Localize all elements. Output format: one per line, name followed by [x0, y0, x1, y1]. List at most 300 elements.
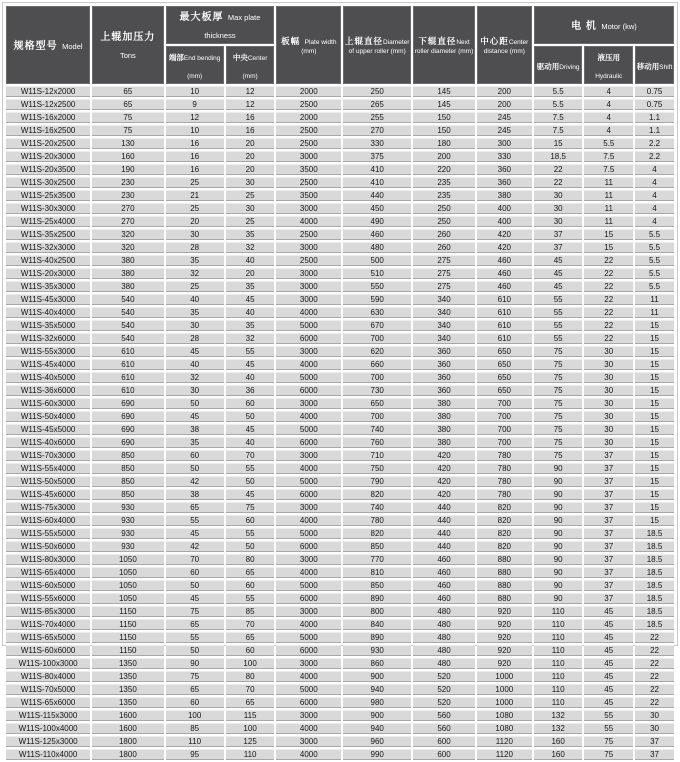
cell-motor_shift_kw: 4	[635, 177, 674, 188]
cell-lower_roller_dia_mm: 260	[413, 229, 475, 240]
header-motor-driving-en: Driving	[559, 64, 580, 71]
cell-plate_width_mm: 4000	[276, 723, 341, 734]
cell-lower_roller_dia_mm: 360	[413, 346, 475, 357]
cell-center_distance_mm: 700	[477, 424, 532, 435]
cell-motor_driving_kw: 90	[534, 580, 583, 591]
cell-pressure_tons: 540	[92, 333, 163, 344]
cell-plate_width_mm: 6000	[276, 541, 341, 552]
cell-pressure_tons: 320	[92, 242, 163, 253]
cell-center_distance_mm: 700	[477, 398, 532, 409]
table-row	[6, 359, 674, 370]
cell-motor_shift_kw: 15	[635, 411, 674, 422]
cell-motor_shift_kw: 37	[635, 736, 674, 747]
cell-plate_width_mm: 4000	[276, 359, 341, 370]
cell-upper_roller_dia_mm: 740	[343, 502, 411, 513]
cell-lower_roller_dia_mm: 340	[413, 333, 475, 344]
cell-pressure_tons: 1350	[92, 697, 163, 708]
cell-model: W11S-75x3000	[6, 502, 90, 513]
cell-pressure_tons: 1800	[92, 749, 163, 760]
cell-motor_hydraulic_kw: 22	[584, 333, 633, 344]
cell-motor_shift_kw: 18.5	[635, 593, 674, 604]
cell-motor_hydraulic_kw: 22	[584, 294, 633, 305]
cell-plate_width_mm: 6000	[276, 593, 341, 604]
cell-motor_hydraulic_kw: 15	[584, 242, 633, 253]
cell-center_mm: 100	[226, 658, 275, 669]
cell-lower_roller_dia_mm: 360	[413, 385, 475, 396]
cell-plate_width_mm: 2500	[276, 99, 341, 110]
cell-plate_width_mm: 3500	[276, 190, 341, 201]
cell-lower_roller_dia_mm: 360	[413, 359, 475, 370]
cell-pressure_tons: 75	[92, 112, 163, 123]
cell-motor_driving_kw: 75	[534, 398, 583, 409]
cell-upper_roller_dia_mm: 900	[343, 671, 411, 682]
cell-center_distance_mm: 880	[477, 593, 532, 604]
table-row	[6, 255, 674, 266]
header-motor-shift-en: Shift	[659, 64, 673, 71]
cell-lower_roller_dia_mm: 260	[413, 242, 475, 253]
cell-motor_shift_kw: 4	[635, 190, 674, 201]
header-plate-width-zh: 板幅	[281, 35, 301, 46]
cell-center_mm: 20	[226, 138, 275, 149]
cell-motor_driving_kw: 110	[534, 684, 583, 695]
cell-motor_driving_kw: 75	[534, 359, 583, 370]
cell-upper_roller_dia_mm: 990	[343, 749, 411, 760]
cell-upper_roller_dia_mm: 850	[343, 541, 411, 552]
cell-motor_hydraulic_kw: 7.5	[584, 151, 633, 162]
table-row	[6, 710, 674, 721]
cell-motor_shift_kw: 22	[635, 645, 674, 656]
cell-motor_hydraulic_kw: 37	[584, 450, 633, 461]
cell-plate_width_mm: 3000	[276, 658, 341, 669]
cell-plate_width_mm: 6000	[276, 645, 341, 656]
cell-model: W11S-32x3000	[6, 242, 90, 253]
cell-center_mm: 115	[226, 710, 275, 721]
cell-model: W11S-60x6000	[6, 645, 90, 656]
cell-motor_driving_kw: 45	[534, 281, 583, 292]
cell-center_distance_mm: 460	[477, 255, 532, 266]
cell-motor_shift_kw: 30	[635, 723, 674, 734]
header-plate-width-en: Plate width	[304, 38, 337, 46]
cell-model: W11S-25x4000	[6, 216, 90, 227]
cell-motor_hydraulic_kw: 45	[584, 619, 633, 630]
header-motor-zh: 电 机	[571, 21, 597, 32]
cell-motor_shift_kw: 15	[635, 502, 674, 513]
cell-lower_roller_dia_mm: 275	[413, 281, 475, 292]
cell-lower_roller_dia_mm: 420	[413, 450, 475, 461]
cell-upper_roller_dia_mm: 510	[343, 268, 411, 279]
header-motor	[534, 6, 674, 44]
cell-pressure_tons: 65	[92, 86, 163, 97]
cell-upper_roller_dia_mm: 890	[343, 632, 411, 643]
table-row	[6, 411, 674, 422]
cell-end_bending_mm: 21	[166, 190, 224, 201]
cell-model: W11S-36x6000	[6, 385, 90, 396]
cell-motor_shift_kw: 15	[635, 476, 674, 487]
cell-pressure_tons: 1350	[92, 684, 163, 695]
cell-lower_roller_dia_mm: 420	[413, 476, 475, 487]
cell-motor_hydraulic_kw: 45	[584, 606, 633, 617]
cell-upper_roller_dia_mm: 940	[343, 684, 411, 695]
cell-plate_width_mm: 4000	[276, 515, 341, 526]
cell-model: W11S-30x2500	[6, 177, 90, 188]
cell-plate_width_mm: 5000	[276, 528, 341, 539]
table-row	[6, 229, 674, 240]
cell-model: W11S-125x3000	[6, 736, 90, 747]
cell-motor_hydraulic_kw: 30	[584, 385, 633, 396]
cell-motor_driving_kw: 30	[534, 190, 583, 201]
cell-pressure_tons: 65	[92, 99, 163, 110]
cell-end_bending_mm: 32	[166, 268, 224, 279]
cell-motor_shift_kw: 22	[635, 697, 674, 708]
cell-motor_hydraulic_kw: 55	[584, 710, 633, 721]
cell-end_bending_mm: 25	[166, 281, 224, 292]
spec-table	[4, 4, 676, 762]
cell-motor_driving_kw: 22	[534, 164, 583, 175]
cell-pressure_tons: 930	[92, 541, 163, 552]
cell-pressure_tons: 320	[92, 229, 163, 240]
cell-motor_hydraulic_kw: 4	[584, 86, 633, 97]
cell-center_mm: 80	[226, 554, 275, 565]
table-row	[6, 749, 674, 760]
header-upper-roller	[343, 6, 411, 84]
cell-motor_hydraulic_kw: 22	[584, 281, 633, 292]
cell-motor_shift_kw: 15	[635, 398, 674, 409]
cell-motor_shift_kw: 37	[635, 749, 674, 760]
cell-motor_driving_kw: 55	[534, 307, 583, 318]
cell-motor_hydraulic_kw: 37	[584, 476, 633, 487]
cell-motor_shift_kw: 1.1	[635, 112, 674, 123]
cell-upper_roller_dia_mm: 960	[343, 736, 411, 747]
cell-model: W11S-70x4000	[6, 619, 90, 630]
header-motor-shift-zh: 移动用	[636, 62, 660, 71]
cell-center_distance_mm: 610	[477, 294, 532, 305]
cell-motor_shift_kw: 15	[635, 346, 674, 357]
cell-center_mm: 36	[226, 385, 275, 396]
cell-center_mm: 75	[226, 502, 275, 513]
cell-motor_shift_kw: 22	[635, 632, 674, 643]
cell-center_distance_mm: 820	[477, 502, 532, 513]
cell-plate_width_mm: 4000	[276, 619, 341, 630]
cell-motor_driving_kw: 160	[534, 749, 583, 760]
cell-center_mm: 45	[226, 424, 275, 435]
cell-motor_shift_kw: 4	[635, 216, 674, 227]
cell-motor_shift_kw: 15	[635, 372, 674, 383]
cell-center_mm: 70	[226, 619, 275, 630]
cell-lower_roller_dia_mm: 145	[413, 99, 475, 110]
table-row	[6, 385, 674, 396]
cell-pressure_tons: 1150	[92, 645, 163, 656]
cell-upper_roller_dia_mm: 940	[343, 723, 411, 734]
cell-pressure_tons: 690	[92, 411, 163, 422]
table-row	[6, 619, 674, 630]
cell-lower_roller_dia_mm: 150	[413, 112, 475, 123]
cell-motor_shift_kw: 5.5	[635, 268, 674, 279]
cell-pressure_tons: 380	[92, 268, 163, 279]
cell-plate_width_mm: 3500	[276, 164, 341, 175]
cell-motor_driving_kw: 110	[534, 645, 583, 656]
cell-center_distance_mm: 1000	[477, 684, 532, 695]
cell-lower_roller_dia_mm: 480	[413, 645, 475, 656]
cell-lower_roller_dia_mm: 460	[413, 554, 475, 565]
cell-center_mm: 55	[226, 593, 275, 604]
cell-center_distance_mm: 700	[477, 437, 532, 448]
cell-motor_driving_kw: 110	[534, 658, 583, 669]
cell-center_distance_mm: 650	[477, 372, 532, 383]
cell-pressure_tons: 610	[92, 359, 163, 370]
cell-lower_roller_dia_mm: 460	[413, 567, 475, 578]
cell-motor_driving_kw: 90	[534, 554, 583, 565]
cell-upper_roller_dia_mm: 270	[343, 125, 411, 136]
table-row	[6, 307, 674, 318]
cell-motor_shift_kw: 4	[635, 164, 674, 175]
cell-upper_roller_dia_mm: 860	[343, 658, 411, 669]
cell-motor_driving_kw: 160	[534, 736, 583, 747]
cell-upper_roller_dia_mm: 770	[343, 554, 411, 565]
header-model-en: Model	[62, 42, 83, 51]
cell-motor_driving_kw: 22	[534, 177, 583, 188]
cell-motor_shift_kw: 18.5	[635, 567, 674, 578]
cell-motor_driving_kw: 110	[534, 632, 583, 643]
cell-lower_roller_dia_mm: 145	[413, 86, 475, 97]
cell-pressure_tons: 540	[92, 307, 163, 318]
table-row	[6, 658, 674, 669]
cell-model: W11S-30x3000	[6, 203, 90, 214]
cell-motor_driving_kw: 75	[534, 411, 583, 422]
cell-model: W11S-55x5000	[6, 528, 90, 539]
cell-plate_width_mm: 4000	[276, 307, 341, 318]
cell-upper_roller_dia_mm: 670	[343, 320, 411, 331]
cell-upper_roller_dia_mm: 440	[343, 190, 411, 201]
cell-pressure_tons: 1350	[92, 671, 163, 682]
cell-plate_width_mm: 3000	[276, 294, 341, 305]
cell-plate_width_mm: 2500	[276, 177, 341, 188]
cell-motor_driving_kw: 110	[534, 697, 583, 708]
cell-center_mm: 40	[226, 255, 275, 266]
table-row	[6, 463, 674, 474]
cell-pressure_tons: 160	[92, 151, 163, 162]
cell-plate_width_mm: 5000	[276, 684, 341, 695]
table-row	[6, 593, 674, 604]
header-center-thickness-en: Center (mm)	[242, 55, 268, 80]
cell-motor_driving_kw: 132	[534, 710, 583, 721]
cell-center_mm: 30	[226, 203, 275, 214]
header-lower-roller-en2: roller diameter (mm)	[414, 47, 474, 55]
cell-end_bending_mm: 35	[166, 437, 224, 448]
cell-plate_width_mm: 3000	[276, 450, 341, 461]
cell-center_mm: 40	[226, 307, 275, 318]
cell-motor_driving_kw: 90	[534, 593, 583, 604]
cell-motor_driving_kw: 37	[534, 229, 583, 240]
cell-center_mm: 12	[226, 99, 275, 110]
cell-upper_roller_dia_mm: 740	[343, 424, 411, 435]
cell-plate_width_mm: 3000	[276, 606, 341, 617]
cell-center_mm: 60	[226, 580, 275, 591]
cell-center_mm: 32	[226, 333, 275, 344]
cell-model: W11S-55x6000	[6, 593, 90, 604]
cell-lower_roller_dia_mm: 380	[413, 411, 475, 422]
spec-table-header	[6, 6, 674, 84]
cell-center_distance_mm: 920	[477, 619, 532, 630]
cell-plate_width_mm: 4000	[276, 216, 341, 227]
cell-lower_roller_dia_mm: 440	[413, 541, 475, 552]
cell-motor_driving_kw: 90	[534, 528, 583, 539]
cell-upper_roller_dia_mm: 820	[343, 489, 411, 500]
cell-model: W11S-35x5000	[6, 320, 90, 331]
cell-motor_driving_kw: 55	[534, 320, 583, 331]
cell-center_mm: 40	[226, 437, 275, 448]
cell-pressure_tons: 230	[92, 177, 163, 188]
cell-center_distance_mm: 700	[477, 411, 532, 422]
cell-motor_driving_kw: 90	[534, 567, 583, 578]
cell-motor_hydraulic_kw: 15	[584, 229, 633, 240]
cell-pressure_tons: 610	[92, 385, 163, 396]
cell-center_distance_mm: 820	[477, 515, 532, 526]
cell-pressure_tons: 690	[92, 437, 163, 448]
cell-motor_shift_kw: 18.5	[635, 541, 674, 552]
cell-motor_shift_kw: 15	[635, 515, 674, 526]
cell-motor_hydraulic_kw: 11	[584, 177, 633, 188]
header-motor-shift	[635, 46, 674, 84]
header-max-thickness-en: Max plate thickness	[204, 13, 261, 40]
cell-pressure_tons: 1800	[92, 736, 163, 747]
cell-center_mm: 110	[226, 749, 275, 760]
cell-model: W11S-35x2500	[6, 229, 90, 240]
header-motor-hydraulic-en: Hydraulic	[595, 73, 623, 80]
cell-motor_shift_kw: 18.5	[635, 606, 674, 617]
cell-motor_shift_kw: 4	[635, 203, 674, 214]
cell-pressure_tons: 610	[92, 346, 163, 357]
cell-model: W11S-55x4000	[6, 463, 90, 474]
cell-plate_width_mm: 3000	[276, 502, 341, 513]
cell-center_distance_mm: 245	[477, 125, 532, 136]
cell-end_bending_mm: 65	[166, 502, 224, 513]
cell-center_mm: 25	[226, 216, 275, 227]
cell-end_bending_mm: 65	[166, 684, 224, 695]
cell-plate_width_mm: 5000	[276, 424, 341, 435]
cell-motor_shift_kw: 22	[635, 658, 674, 669]
cell-upper_roller_dia_mm: 710	[343, 450, 411, 461]
cell-center_distance_mm: 330	[477, 151, 532, 162]
cell-center_mm: 50	[226, 476, 275, 487]
cell-model: W11S-115x3000	[6, 710, 90, 721]
cell-motor_hydraulic_kw: 45	[584, 684, 633, 695]
table-row	[6, 606, 674, 617]
cell-plate_width_mm: 3000	[276, 151, 341, 162]
cell-model: W11S-60x4000	[6, 515, 90, 526]
cell-motor_shift_kw: 15	[635, 489, 674, 500]
cell-motor_hydraulic_kw: 37	[584, 554, 633, 565]
cell-end_bending_mm: 12	[166, 112, 224, 123]
cell-center_mm: 40	[226, 372, 275, 383]
cell-upper_roller_dia_mm: 410	[343, 177, 411, 188]
cell-plate_width_mm: 2500	[276, 125, 341, 136]
cell-lower_roller_dia_mm: 360	[413, 372, 475, 383]
cell-end_bending_mm: 25	[166, 177, 224, 188]
cell-center_mm: 50	[226, 411, 275, 422]
cell-end_bending_mm: 30	[166, 320, 224, 331]
cell-motor_driving_kw: 30	[534, 203, 583, 214]
table-row	[6, 294, 674, 305]
cell-motor_driving_kw: 5.5	[534, 86, 583, 97]
cell-center_distance_mm: 920	[477, 606, 532, 617]
header-end-bending	[166, 46, 224, 84]
cell-motor_shift_kw: 0.75	[635, 99, 674, 110]
cell-end_bending_mm: 28	[166, 242, 224, 253]
cell-pressure_tons: 190	[92, 164, 163, 175]
cell-upper_roller_dia_mm: 590	[343, 294, 411, 305]
cell-motor_hydraulic_kw: 45	[584, 632, 633, 643]
cell-motor_driving_kw: 18.5	[534, 151, 583, 162]
cell-end_bending_mm: 50	[166, 580, 224, 591]
cell-center_distance_mm: 1120	[477, 736, 532, 747]
cell-model: W11S-85x3000	[6, 606, 90, 617]
table-row	[6, 125, 674, 136]
cell-motor_shift_kw: 11	[635, 294, 674, 305]
cell-center_distance_mm: 780	[477, 463, 532, 474]
cell-end_bending_mm: 32	[166, 372, 224, 383]
cell-upper_roller_dia_mm: 550	[343, 281, 411, 292]
cell-plate_width_mm: 6000	[276, 697, 341, 708]
cell-motor_hydraulic_kw: 37	[584, 580, 633, 591]
cell-upper_roller_dia_mm: 650	[343, 398, 411, 409]
cell-model: W11S-80x4000	[6, 671, 90, 682]
cell-pressure_tons: 130	[92, 138, 163, 149]
cell-end_bending_mm: 45	[166, 411, 224, 422]
cell-model: W11S-110x4000	[6, 749, 90, 760]
cell-upper_roller_dia_mm: 250	[343, 86, 411, 97]
cell-lower_roller_dia_mm: 460	[413, 580, 475, 591]
cell-motor_shift_kw: 15	[635, 333, 674, 344]
table-row	[6, 541, 674, 552]
cell-lower_roller_dia_mm: 250	[413, 216, 475, 227]
table-row	[6, 112, 674, 123]
cell-model: W11S-35x3000	[6, 281, 90, 292]
cell-pressure_tons: 690	[92, 398, 163, 409]
cell-lower_roller_dia_mm: 480	[413, 619, 475, 630]
cell-center_mm: 55	[226, 346, 275, 357]
cell-end_bending_mm: 9	[166, 99, 224, 110]
cell-center_mm: 55	[226, 463, 275, 474]
cell-lower_roller_dia_mm: 520	[413, 671, 475, 682]
header-center-distance-en2: distance (mm)	[483, 47, 525, 55]
cell-center_distance_mm: 780	[477, 476, 532, 487]
cell-model: W11S-40x6000	[6, 437, 90, 448]
cell-lower_roller_dia_mm: 560	[413, 723, 475, 734]
table-row	[6, 502, 674, 513]
table-row	[6, 177, 674, 188]
cell-plate_width_mm: 3000	[276, 242, 341, 253]
cell-upper_roller_dia_mm: 810	[343, 567, 411, 578]
cell-end_bending_mm: 60	[166, 450, 224, 461]
cell-motor_driving_kw: 75	[534, 372, 583, 383]
cell-model: W11S-60x5000	[6, 580, 90, 591]
cell-upper_roller_dia_mm: 460	[343, 229, 411, 240]
cell-plate_width_mm: 5000	[276, 580, 341, 591]
cell-center_mm: 32	[226, 242, 275, 253]
cell-center_distance_mm: 360	[477, 164, 532, 175]
cell-plate_width_mm: 5000	[276, 320, 341, 331]
cell-end_bending_mm: 38	[166, 489, 224, 500]
cell-upper_roller_dia_mm: 700	[343, 372, 411, 383]
cell-center_distance_mm: 460	[477, 281, 532, 292]
cell-center_distance_mm: 300	[477, 138, 532, 149]
cell-motor_shift_kw: 5.5	[635, 229, 674, 240]
header-motor-driving-zh: 驱动用	[536, 62, 560, 71]
cell-lower_roller_dia_mm: 340	[413, 320, 475, 331]
cell-upper_roller_dia_mm: 255	[343, 112, 411, 123]
cell-end_bending_mm: 10	[166, 86, 224, 97]
header-plate-width	[276, 6, 341, 84]
